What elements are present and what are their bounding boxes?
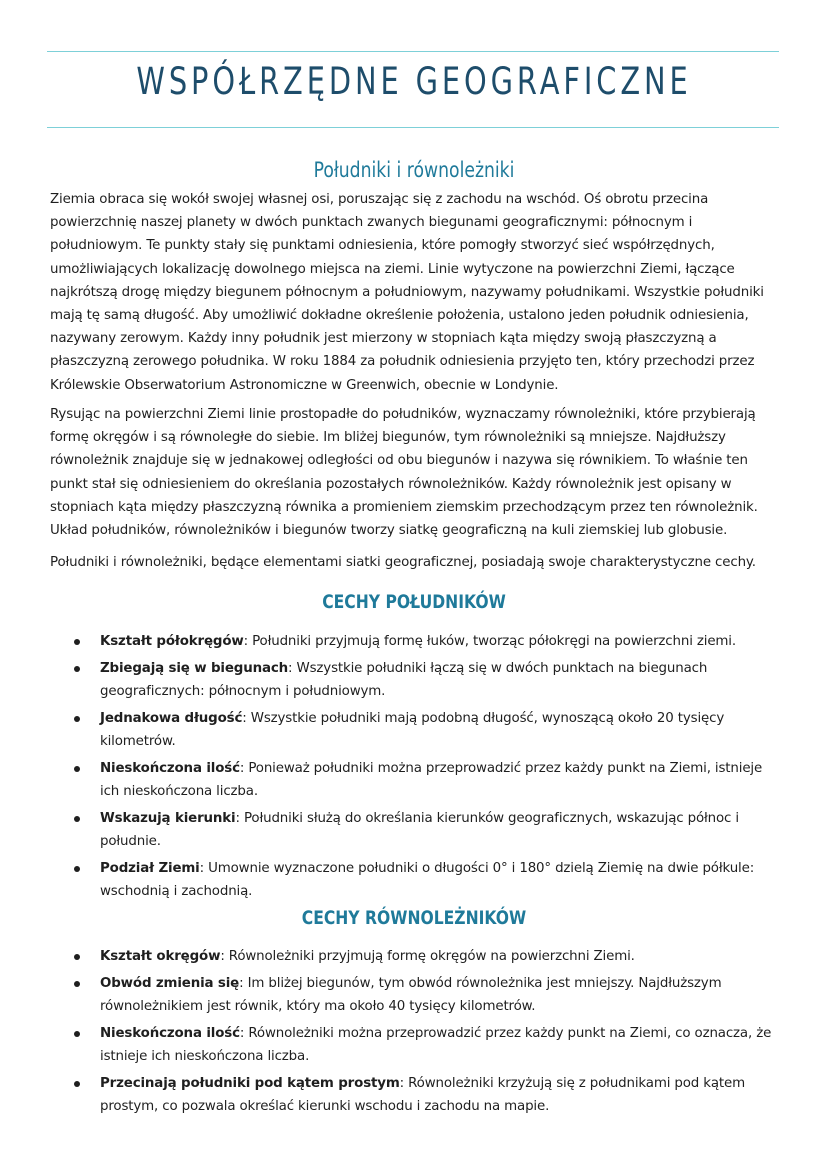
paragraph-features-intro: Południki i równoleżniki, będące elementami siatki geograficznej, posiadają swoje charakterystyczne cechy. — [50, 555, 756, 570]
bullet-icon — [74, 666, 80, 672]
list-item — [70, 857, 780, 903]
bullet-icon — [74, 639, 80, 645]
list-item — [70, 1072, 780, 1118]
item-term: Wskazują kierunki — [100, 810, 236, 826]
item-text: : Południki przyjmują formę łuków, tworząc półokręgi na powierzchni ziemi. — [243, 634, 736, 649]
bullet-icon — [74, 954, 80, 960]
bullet-icon — [74, 1081, 80, 1087]
list-item — [70, 757, 780, 803]
bullet-icon — [74, 1031, 80, 1037]
item-text: : Równoleżniki krzyżują się z południkami pod kątem prostym, co pozwala określać kierunki wschodu i zachodu na mapie. — [100, 1075, 745, 1114]
list-item — [70, 807, 780, 853]
list-item — [70, 945, 780, 968]
item-term: Nieskończona ilość — [100, 1025, 240, 1041]
list-item — [70, 1022, 780, 1068]
item-term: Kształt okręgów — [100, 949, 221, 964]
item-term: Obwód zmienia się — [100, 975, 240, 991]
title-bottom-rule — [47, 127, 779, 128]
item-text: : Im bliżej biegunów, tym obwód równoleżnika jest mniejszy. Najdłuższym równoleżnikiem jest równik, który ma około 40 tysięcy kilometrów. — [100, 975, 722, 1014]
item-term: Jednakowa długość — [100, 710, 243, 726]
paragraph-parallels-intro: Rysując na powierzchni Ziemi linie prostopadłe do południków, wyznaczamy równoleżniki, które przybierają formę okręgów i są równoległe do siebie. Im bliżej biegunów, tym równoleżniki są mniejsze. Najdłuższy równoleżnik znajduje się w jednakowej odległości od obu biegunów i nazywa się równikiem. To właśnie ten punkt stał się odniesieniem do określania pozostałych równoleżników. Każdy równoleżnik jest opisany w stopniach kąta między płaszczyzną równika a promieniem ziemskim przechodzącym przez ten równoleżnik. Układ południków, równoleżników i biegunów tworzy siatkę geograficzną na kuli ziemskiej lub globusie. — [50, 407, 758, 539]
item-term: Podział Ziemi — [100, 860, 200, 876]
item-term: Przecinają południki pod kątem prostym — [100, 1075, 400, 1091]
bullet-icon — [74, 981, 80, 987]
item-text: : Wszystkie południki łączą się w dwóch punktach na biegunach geograficznych: północnym i południowym. — [100, 660, 708, 699]
parallels-list — [70, 945, 780, 1122]
item-text: : Umownie wyznaczone południki o długości 0° i 180° dzielą Ziemię na dwie półkule: wschodnią i zachodnią. — [100, 860, 755, 899]
list-item — [70, 972, 780, 1018]
item-term: Nieskończona ilość — [100, 760, 240, 776]
parallels-heading: CECHY RÓWNOLEŻNIKÓW — [301, 907, 527, 929]
item-text: : Ponieważ południki można przeprowadzić przez każdy punkt na Ziemi, istnieje ich nieskończona liczba. — [100, 760, 763, 799]
bullet-icon — [74, 866, 80, 872]
bullet-icon — [74, 716, 80, 722]
item-text: : Równoleżniki przyjmują formę okręgów na powierzchni Ziemi. — [220, 949, 635, 964]
bullet-icon — [74, 816, 80, 822]
item-term: Zbiegają się w biegunach — [100, 660, 289, 676]
title-top-rule — [47, 51, 779, 52]
item-text: : Wszystkie południki mają podobną długość, wynoszącą około 20 tysięcy kilometrów. — [100, 710, 725, 749]
paragraph-meridians-intro: Ziemia obraca się wokół swojej własnej osi, poruszając się z zachodu na wschód. Oś obrotu przecina powierzchnię naszej planety w dwóch punktach zwanych biegunami geograficznymi: północnym i południowym. Te punkty stały się punktami odniesienia, które pomogły stworzyć sieć współrzędnych, umożliwiających lokalizację dowolnego miejsca na ziemi. Linie wytyczone na powierzchni Ziemi, łączące najkrótszą drogę między biegunem północnym a południowym, nazywamy południkami. Wszystkie południki mają tę samą długość. Aby umożliwić dokładne określenie położenia, ustalono jeden południk odniesienia, nazywany zerowym. Każdy inny południk jest mierzony w stopniach kąta między swoją płaszczyzną a płaszczyzną zerowego południka. W roku 1884 za południk odniesienia przyjęto ten, który przechodzi przez Królewskie Obserwatorium Astronomiczne w Greenwich, obecnie w Londynie. — [50, 192, 764, 393]
list-item — [70, 707, 780, 753]
bullet-icon — [74, 766, 80, 772]
meridians-list — [70, 630, 780, 907]
item-text: : Równoleżniki można przeprowadzić przez każdy punkt na Ziemi, co oznacza, że istnieje ich nieskończona liczba. — [100, 1025, 772, 1064]
section-title: Południki i równoleżniki — [313, 158, 515, 182]
meridians-heading: CECHY POŁUDNIKÓW — [322, 591, 506, 613]
document-title: WSPÓŁRZĘDNE GEOGRAFICZNE — [136, 60, 692, 103]
item-term: Kształt półokręgów — [100, 634, 244, 649]
item-text: : Południki służą do określania kierunków geograficznych, wskazując północ i południe. — [100, 810, 739, 849]
list-item — [70, 657, 780, 703]
list-item — [70, 630, 780, 653]
